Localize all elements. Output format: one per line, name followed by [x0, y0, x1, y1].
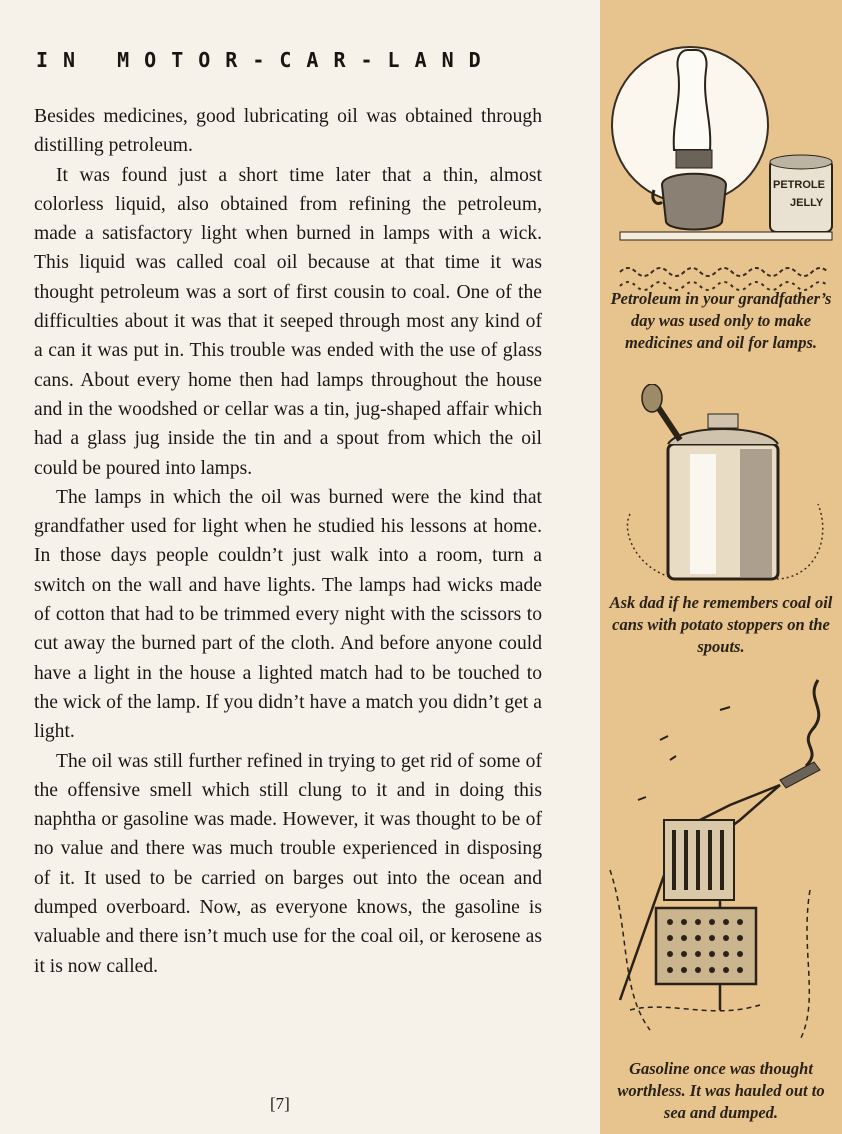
jar-label: PETROLE: [773, 179, 825, 191]
illustration-sidebar: [600, 0, 842, 1134]
caption: Ask dad if he remembers coal oil cans with potato stoppers on the spouts.: [609, 593, 833, 656]
coal-oil-can-illustration: [620, 384, 830, 584]
running-header: IN MOTOR-CAR-LAND: [36, 48, 496, 72]
caption: Petroleum in your grandfather’s day was used only to make medicines and oil for lamps.: [610, 289, 832, 352]
paragraph: Besides medicines, good lubricating oil was obtained through distilling petroleum.: [34, 106, 542, 157]
barges-illustration: [600, 670, 840, 1050]
jar-label: JELLY: [790, 197, 824, 209]
caption: Gasoline once was thought worthless. It was hauled out to sea and dumped.: [617, 1059, 825, 1122]
paragraph: It was found just a short time later that a thin, almost colorless liquid, also obtained from refining the petroleum, made a satisfactory light when burned in lamps with a wick. This liquid was called coal oil because at that time it was thought petroleum was a sort of first cousin to coal. One of the difficulties about it was that it seeped through most any kind of a can it was put in. This trouble was ended with the use of glass cans. About every home then had lamps throughout the house and in the woodshed or cellar was a tin, jug-shaped affair which had a glass jug inside the tin and a spout from which the oil could be poured into lamps.: [34, 164, 542, 479]
oil-lamp-illustration: [610, 10, 835, 292]
page-number: [7]: [270, 1094, 290, 1113]
paragraph: The oil was still further refined in trying to get rid of some of the offensive smell which still clung to it and in doing this naphtha or gasoline was made. However, it was thought to be of no value and there was much trouble experienced in disposing of it. It used to be carried on barges out into the ocean and dumped overboard. Now, as everyone knows, the gasoline is valuable and there isn’t much use for the coal oil, or kerosene as it is now called.: [34, 750, 542, 977]
body-text: [34, 102, 542, 981]
paragraph: The lamps in which the oil was burned were the kind that grandfather used for light when he studied his lessons at home. In those days people couldn’t just walk into a room, turn a switch on the wall and have lights. The lamps had wicks made of cotton that had to be trimmed every night with the scissors to cut away the burned part of the cloth. And before anyone could have a light in the house a lighted match had to be touched to the wick of the lamp. If you didn’t have a match you didn’t get a light.: [34, 486, 542, 743]
